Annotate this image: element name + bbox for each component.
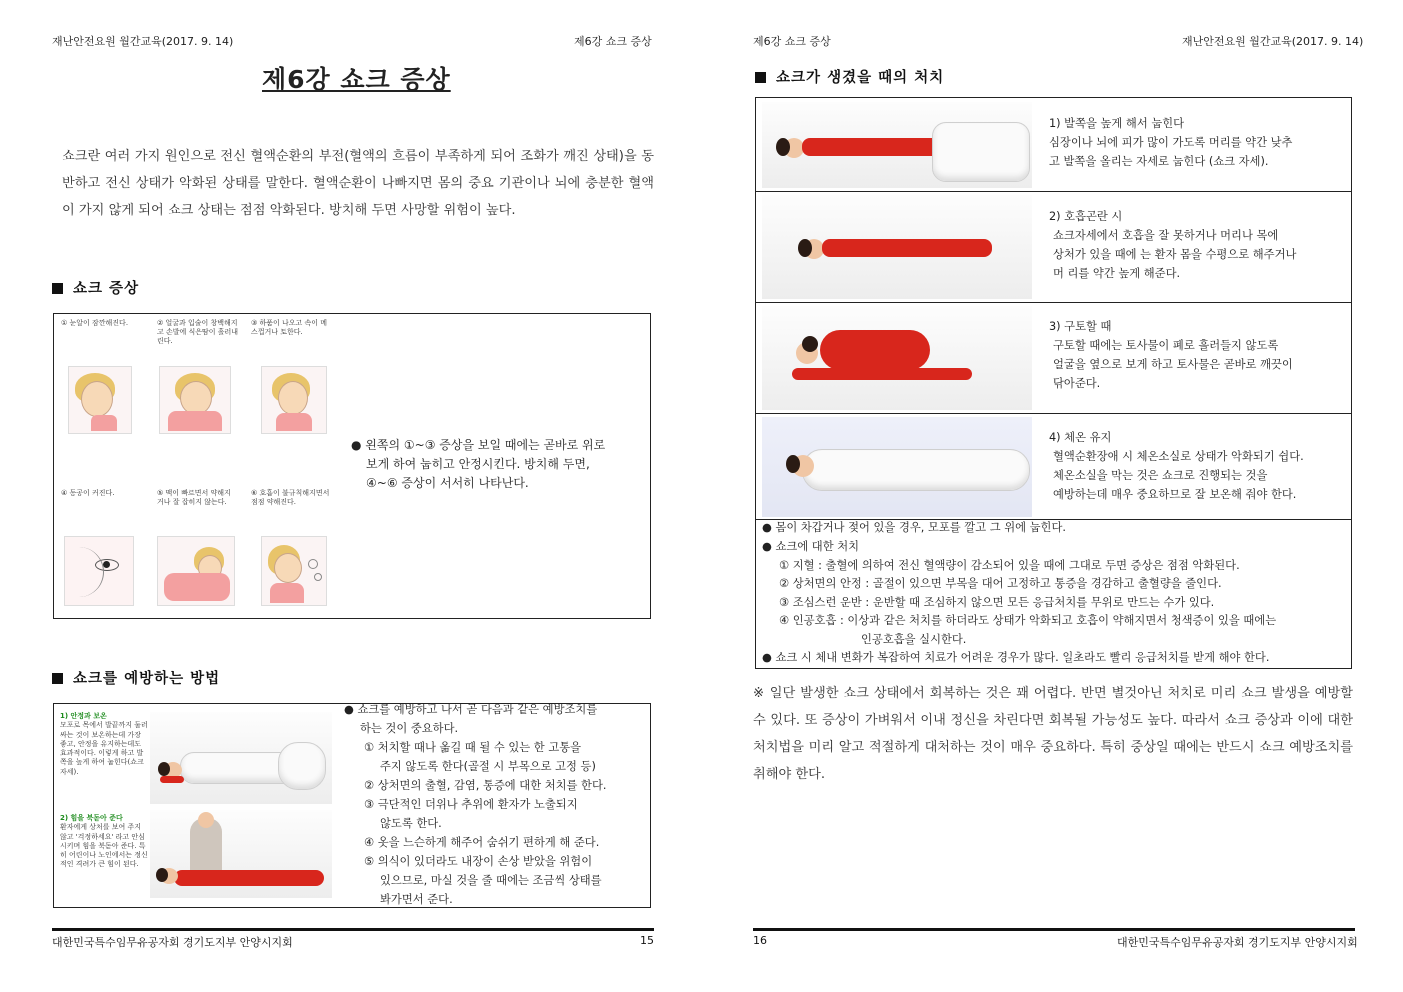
symptom-illustration-2 <box>159 366 231 434</box>
symptom-illustration-1 <box>68 366 132 434</box>
page-number: 15 <box>640 934 654 947</box>
symptom-caption-2: ② 얼굴과 입술이 창백해지고 손발에 식은땀이 흘러내린다. <box>157 319 239 345</box>
treatment-lower-line-5: ③ 조심스런 운반 : 운반할 때 조심하지 않으면 모든 응급처치를 무위로 만드는 수가 있다. <box>779 596 1215 609</box>
square-bullet-icon <box>52 283 63 294</box>
symptom-note-line-3: ④~⑥ 증상이 서서히 나타난다. <box>366 476 529 490</box>
treatment-lower-line-6: ④ 인공호흡 : 이상과 같은 처치를 하더라도 상태가 악화되고 호흡이 약해지면서 청색증이 있을 때에는 <box>779 614 1277 627</box>
treatment-lower-line-1: ● 몸이 차갑거나 젖어 있을 경우, 모포를 깔고 그 위에 눕힌다. <box>762 521 1066 534</box>
treatment-lower-line-2: ● 쇼크에 대한 처치 <box>762 540 860 553</box>
prevention-line-5: ② 상처면의 출혈, 감염, 통증에 대한 처치를 한다. <box>364 779 607 792</box>
prevention-line-2: 하는 것이 중요하다. <box>360 722 459 735</box>
treatment-photo-1 <box>762 102 1032 188</box>
square-bullet-icon <box>755 72 766 83</box>
step-3-line-3: 얼굴을 옆으로 보게 하고 토사물은 곧바로 깨끗이 <box>1053 358 1293 371</box>
symptom-caption-5: ⑤ 맥이 빠르면서 약해지거나 잘 잡히지 않는다. <box>157 489 231 506</box>
prevention-sub2 <box>60 814 148 870</box>
closing-note: ※ 일단 발생한 쇼크 상태에서 회복하는 것은 꽤 어렵다. 반면 별것아닌 처치로 미리 쇼크 발생을 예방할 수 있다. 또 증상이 가벼워서 이내 정신을 차린다면 회복될 가능성도 높다. 따라서 쇼크 증상과 이에 대한 처치법을 미리 알고 적절하게 대처하는 것이 매우 중요하다. 특히 중상일 때에는 반드시 쇼크 예방조치를 취해야 한다. <box>753 686 1353 782</box>
prevention-line-1: ● 쇼크를 예방하고 나서 곧 다음과 같은 예방조치를 <box>344 703 598 716</box>
section-heading-treatment <box>755 66 944 87</box>
symptoms-box <box>53 313 651 619</box>
treatment-photo-3 <box>762 306 1032 410</box>
header-left: 재난안전요원 월간교육(2017. 9. 14) <box>52 35 234 48</box>
treatment-lower-line-8: ● 쇼크 시 체내 변화가 복잡하여 치료가 어려운 경우가 많다. 일초라도 빨리 응급처치를 받게 해야 한다. <box>762 651 1270 664</box>
prevention-line-3: ① 처치할 때나 옮길 때 될 수 있는 한 고통을 <box>364 741 582 754</box>
step-2-line-4: 머 리를 약간 높게 해준다. <box>1053 267 1181 280</box>
prevention-line-11: 봐가면서 준다. <box>380 893 453 906</box>
treatment-photo-2 <box>762 195 1032 299</box>
symptom-caption-4: ④ 동공이 커진다. <box>61 489 115 497</box>
step-3-title: 3) 구토할 때 <box>1049 320 1112 333</box>
intro-paragraph: 쇼크란 여러 가지 원인으로 전신 혈액순환의 부전(혈액의 흐름이 부족하게 되어 조화가 깨진 상태)을 동반하고 전신 상태가 악화된 상태를 말한다. 혈액순환이 나빠지면 몸의 중요 기관이나 뇌에 충분한 혈액이 가지 않게 되어 쇼크 상태는 점점 악화된다. 방치해 두면 사망할 위험이 높다. <box>62 149 654 218</box>
step-4-line-3: 체온소실을 막는 것은 쇼크로 진행되는 것을 <box>1053 469 1268 482</box>
step-1-line-3: 고 발쪽을 올리는 자세로 눕힌다 (쇼크 자세). <box>1049 155 1269 168</box>
header-right: 재난안전요원 월간교육(2017. 9. 14) <box>1182 35 1364 48</box>
prevention-line-4: 주지 않도록 한다(골절 시 부목으로 고정 등) <box>380 760 596 773</box>
symptom-note-line-1: ● 왼쪽의 ①~③ 증상을 보일 때에는 곧바로 위로 <box>351 438 606 452</box>
prevention-line-8: ④ 옷을 느슨하게 해주어 숨쉬기 편하게 해 준다. <box>364 836 600 849</box>
treatment-lower-line-7: 인공호흡을 실시한다. <box>861 633 967 646</box>
right-page <box>703 0 1403 992</box>
left-page <box>0 0 700 992</box>
footer-rule <box>753 928 1355 931</box>
treatment-photo-4 <box>762 417 1032 517</box>
symptom-illustration-6 <box>261 536 327 606</box>
divider <box>756 191 1351 192</box>
prevention-sub2-title: 2) 힘을 북돋아 준다 <box>60 814 123 822</box>
step-2-line-3: 상처가 있을 때에 는 환자 몸을 수평으로 해주거나 <box>1053 248 1297 261</box>
section-heading-symptoms <box>52 277 139 298</box>
treatment-lower-line-4: ② 상처면의 안정 : 골절이 있으면 부목을 대어 고정하고 통증을 경감하고 출혈량을 줄인다. <box>779 577 1222 590</box>
footer-org: 대한민국특수임무유공자회 경기도지부 안양시지회 <box>52 936 293 949</box>
prevention-box <box>53 703 651 908</box>
prevention-sub1-title: 1) 안정과 보온 <box>60 712 107 720</box>
symptom-caption-3: ③ 하품이 나오고 속이 메스껍거나 토한다. <box>251 319 328 336</box>
section-heading-prevention <box>52 667 220 688</box>
symptom-caption-6: ⑥ 호흡이 불규칙해지면서 점점 약해진다. <box>251 489 330 506</box>
symptom-illustration-3 <box>261 366 327 434</box>
section-title: 쇼크 증상 <box>73 281 140 297</box>
header-right: 제6강 쇼크 증상 <box>574 35 652 48</box>
prevention-photo-comfort <box>150 810 332 898</box>
step-3-line-4: 닦아준다. <box>1053 377 1101 390</box>
divider <box>756 302 1351 303</box>
step-4-line-4: 예방하는데 매우 중요하므로 잘 보온해 줘야 한다. <box>1053 488 1297 501</box>
prevention-line-10: 있으므로, 마실 것을 줄 때에는 조금씩 상태를 <box>380 874 602 887</box>
footer-org: 대한민국특수임무유공자회 경기도지부 안양시지회 <box>1117 936 1358 949</box>
symptom-illustration-5 <box>157 536 235 606</box>
prevention-sub2-text: 환자에게 상처를 보여 주지 않고 '걱정하세요' 라고 안심시키며 힘을 북돋아 준다. 특히 어린이나 노인에서는 정신적인 격려가 큰 힘이 된다. <box>60 823 148 869</box>
prevention-line-6: ③ 극단적인 더위나 추위에 환자가 노출되지 <box>364 798 578 811</box>
step-4-title: 4) 체온 유지 <box>1049 431 1112 444</box>
symptom-caption-1: ① 눈알이 잠깐해진다. <box>61 319 129 327</box>
section-title: 쇼크가 생겼을 때의 처치 <box>776 70 945 86</box>
prevention-line-9: ⑤ 의식이 있더라도 내장이 손상 받았을 위험이 <box>364 855 593 868</box>
step-1-title: 1) 발쪽을 높게 해서 눕힌다 <box>1049 117 1185 130</box>
section-title: 쇼크를 예방하는 방법 <box>73 671 221 687</box>
square-bullet-icon <box>52 673 63 684</box>
divider <box>756 413 1351 414</box>
footer-rule <box>52 928 654 931</box>
step-4-line-2: 혈액순환장애 시 체온소실로 상태가 악화되기 쉽다. <box>1053 450 1304 463</box>
page-number: 16 <box>753 934 767 947</box>
header-left: 제6강 쇼크 증상 <box>753 35 831 48</box>
step-1-line-2: 심장이나 뇌에 피가 많이 가도록 머리를 약간 낮추 <box>1049 136 1293 149</box>
step-2-line-2: 쇼크자세에서 호흡을 잘 못하거나 머리나 목에 <box>1053 229 1279 242</box>
prevention-photo-blanket <box>150 712 332 804</box>
treatment-box <box>755 97 1352 669</box>
prevention-line-7: 않도록 한다. <box>380 817 442 830</box>
step-3-line-2: 구토할 때에는 토사물이 폐로 흘러들지 않도록 <box>1053 339 1279 352</box>
step-2-title: 2) 호흡곤란 시 <box>1049 210 1123 223</box>
prevention-sub1 <box>60 712 148 777</box>
prevention-sub1-text: 모포로 목에서 발끝까지 둘러싸는 것이 보온하는데 가장 좋고, 안정을 유지하는데도 효과적이다. 이렇게 하고 발쪽을 높게 하여 눕힌다(쇼크자세). <box>60 721 148 776</box>
symptom-illustration-4 <box>64 536 134 606</box>
page-title: 제6강 쇼크 증상 <box>262 65 451 94</box>
symptom-note-line-2: 보게 하여 눕히고 안정시킨다. 방치해 두면, <box>366 457 590 471</box>
treatment-lower-line-3: ① 지혈 : 출혈에 의하여 전신 혈액량이 감소되어 있을 때에 그대로 두면 증상은 점점 악화된다. <box>779 559 1240 572</box>
